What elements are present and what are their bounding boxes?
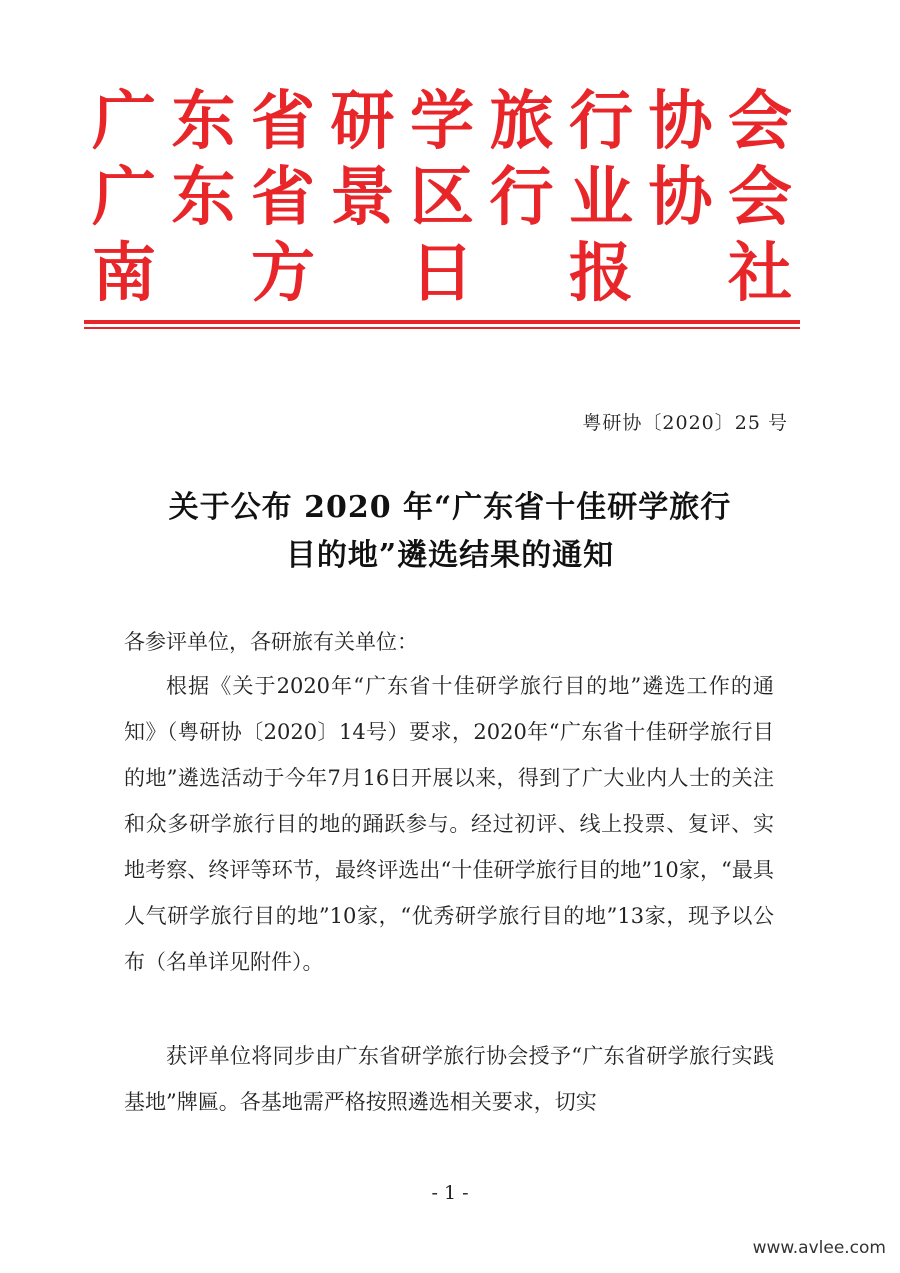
header-char: 景 bbox=[330, 161, 395, 235]
salutation: 各参评单位，各研旅有关单位： bbox=[124, 630, 418, 654]
body-paragraph-1: 根据《关于2020年“广东省十佳研学旅行目的地”遴选工作的通知》（粤研协〔2020〕14号）要求，2020年“广东省十佳研学旅行目的地”遴选活动于今年7月16日开展以来，得到了广大业内人士的关注和众多研学旅行目的地的踊跃参与。经过初评、线上投票、复评、实地考察、终评等环节，最终评选出“十佳研学旅行目的地”10家，“最具人气研学旅行目的地”10家，“优秀研学旅行目的地”13家，现予以公布（名单详见附件）。 bbox=[124, 674, 774, 974]
document-number: 粤研协〔2020〕25 号 bbox=[582, 412, 788, 434]
body-paragraph-2: 获评单位将同步由广东省研学旅行协会授予“广东省研学旅行实践基地”牌匾。各基地需严格按照遴选相关要求，切实 bbox=[124, 1044, 774, 1114]
header-char: 行 bbox=[489, 161, 554, 235]
header-char: 协 bbox=[648, 85, 713, 159]
watermark: www.avlee.com bbox=[752, 1238, 886, 1258]
header-char: 会 bbox=[728, 85, 792, 159]
header-char: 行 bbox=[569, 85, 633, 159]
header-char: 省 bbox=[251, 85, 315, 159]
header-char: 广 bbox=[92, 161, 156, 235]
header-char: 南 bbox=[92, 237, 156, 311]
header-char: 业 bbox=[569, 161, 633, 235]
header-line-2 bbox=[92, 161, 792, 235]
header-char: 广 bbox=[92, 85, 156, 159]
page-number: - 1 - bbox=[431, 1182, 469, 1204]
header-char: 报 bbox=[569, 237, 633, 311]
document-title-line-1: 关于公布 2020 年“广东省十佳研学旅行 bbox=[168, 490, 732, 525]
header-char: 方 bbox=[251, 237, 315, 311]
header-divider-thin bbox=[84, 327, 800, 329]
header-char: 东 bbox=[171, 161, 236, 235]
header-char: 东 bbox=[171, 85, 236, 159]
header-line-3 bbox=[92, 237, 792, 311]
header-char: 区 bbox=[410, 161, 474, 235]
header-char: 研 bbox=[330, 85, 395, 159]
document-title-line-2: 目的地”遴选结果的通知 bbox=[285, 538, 615, 573]
header-char: 社 bbox=[728, 237, 792, 311]
header-char: 日 bbox=[410, 237, 474, 311]
header-char: 旅 bbox=[489, 85, 554, 159]
header-char: 会 bbox=[728, 161, 792, 235]
header-divider-thick bbox=[84, 320, 800, 324]
header-line-1 bbox=[92, 85, 792, 159]
header-char: 学 bbox=[410, 85, 474, 159]
header-char: 省 bbox=[251, 161, 315, 235]
header-char: 协 bbox=[648, 161, 713, 235]
